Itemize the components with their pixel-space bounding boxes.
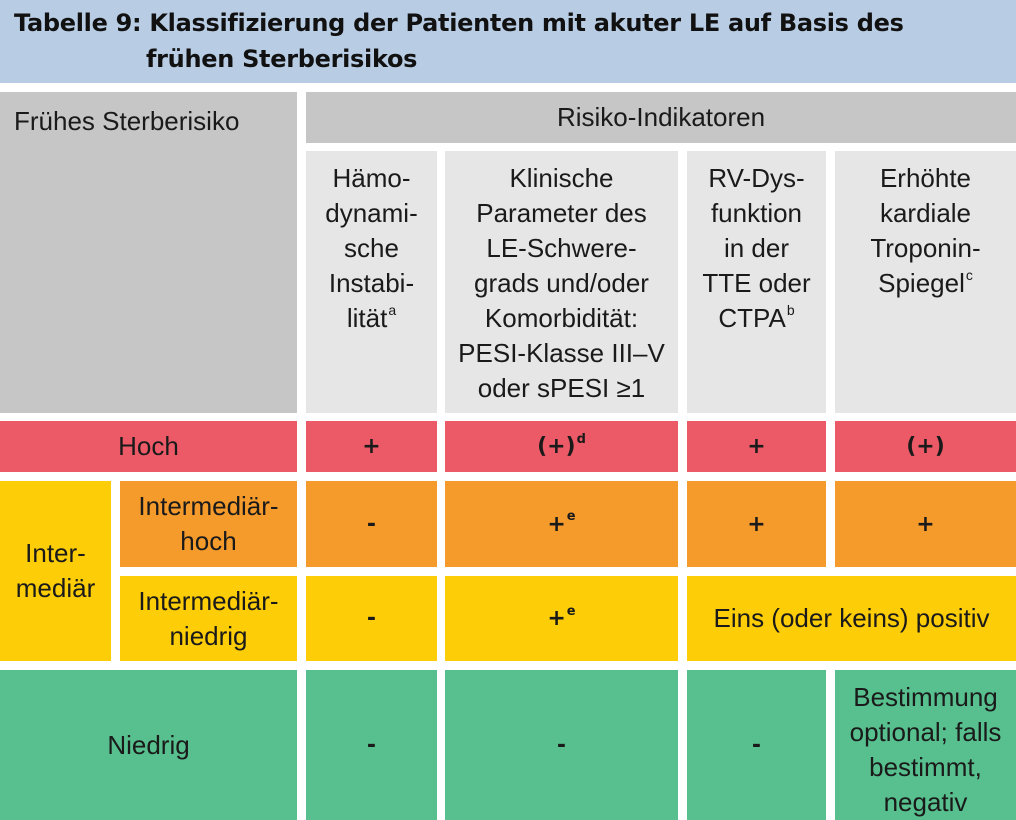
row-low-label-text: Niedrig	[107, 729, 190, 760]
row-intermediate-high-col4	[835, 481, 1016, 567]
cell-value: (+)	[906, 434, 945, 459]
row-intermediate-high-col2	[445, 481, 678, 567]
header-col2-line: Komorbidität:	[484, 303, 639, 333]
row-high-label	[0, 421, 297, 472]
cell-value: -	[366, 511, 377, 537]
table-title-bar	[0, 0, 1016, 83]
header-col3-line: in der	[723, 233, 790, 263]
header-troponin	[835, 151, 1016, 413]
header-col4-line: Erhöhte	[879, 163, 972, 193]
header-col3-line: RV-Dys-	[708, 163, 805, 193]
row-low-col2	[445, 670, 678, 820]
header-col4-line: Troponin-	[870, 233, 981, 263]
row-intermediate-high-col1	[306, 481, 437, 567]
row-label-line: Intermediär-	[138, 585, 279, 616]
cell-value: Eins (oder keins) positiv	[713, 603, 990, 633]
row-label-line: niedrig	[169, 620, 248, 651]
header-col2-line: Parameter des	[476, 198, 647, 228]
cell-value: -	[366, 732, 377, 758]
cell-value: +$^e$	[547, 603, 576, 631]
header-indicators-group	[306, 92, 1016, 143]
row-intermediate-low-label	[120, 576, 297, 661]
cell-value: $(+)^d$	[537, 431, 586, 459]
header-risk-column	[0, 92, 297, 413]
cell-value: +	[916, 511, 935, 537]
header-col2-line: Klinische	[509, 163, 614, 193]
header-col2-line: grads und/oder	[474, 268, 649, 298]
header-hemodynamic-instability	[306, 151, 437, 413]
cell-line: optional; falls	[849, 717, 1002, 747]
table-title-line-1: Tabelle 9: Klassifizierung der Patienten mit akuter LE auf Basis des	[14, 9, 904, 37]
header-col1-line: lität$^a$	[346, 302, 397, 333]
header-indicators-label: Risiko-Indikatoren	[556, 102, 766, 132]
header-col2-line: PESI-Klasse III–V	[458, 338, 665, 368]
cell-value: -	[556, 732, 567, 758]
row-label-line: hoch	[180, 526, 237, 556]
header-col3-line: TTE oder	[702, 268, 811, 298]
row-intermediate-low-col2	[445, 576, 678, 661]
row-intermediate-label-line: mediär	[15, 573, 96, 603]
header-col4-line: Spiegel$^c$	[878, 267, 973, 298]
header-col2-line: LE-Schwere-	[486, 233, 637, 263]
row-label-line: Intermediär-	[138, 491, 279, 521]
cell-line: negativ	[883, 787, 968, 817]
row-low-col1	[306, 670, 437, 820]
row-intermediate-label-line: Inter-	[25, 538, 86, 568]
row-intermediate-label	[0, 481, 111, 661]
row-low-label	[0, 670, 297, 820]
row-intermediate-high-col3	[687, 481, 826, 567]
header-col1-line: Hämo-	[332, 163, 411, 193]
footnote-marker: a	[388, 302, 397, 319]
row-high-col1	[306, 421, 437, 472]
row-intermediate-high-label	[120, 481, 297, 567]
row-intermediate-low-col34	[687, 576, 1016, 661]
header-clinical-parameters	[445, 151, 678, 413]
row-low-col4	[835, 670, 1016, 820]
cell-value: -	[751, 732, 762, 758]
cell-line: Bestimmung	[853, 682, 998, 712]
row-high-col4	[835, 421, 1016, 472]
row-high-col3	[687, 421, 826, 472]
header-col3-line: funktion	[710, 198, 803, 228]
header-col1-line: Instabi-	[328, 268, 415, 298]
cell-value: +	[747, 434, 766, 459]
row-high-label-text: Hoch	[118, 431, 179, 461]
row-low-col3	[687, 670, 826, 820]
header-col3-line: CTPA$^b$	[718, 302, 795, 333]
header-rv-dysfunction	[687, 151, 826, 413]
header-risk-label: Frühes Sterberisiko	[14, 106, 240, 136]
footnote-marker: e	[566, 603, 576, 619]
footnote-marker: c	[965, 267, 973, 284]
header-col1-line: dynami-	[325, 198, 418, 228]
cell-line: bestimmt,	[869, 752, 982, 782]
cell-value: +	[747, 511, 766, 537]
row-intermediate-low-col1	[306, 576, 437, 661]
table-title-line-2: frühen Sterberisikos	[146, 45, 418, 73]
footnote-marker: e	[566, 509, 576, 525]
footnote-marker: d	[576, 431, 586, 447]
header-col2-line: oder sPESI ≥1	[477, 373, 646, 403]
header-col1-line: sche	[344, 233, 399, 263]
cell-value: +$^e$	[547, 509, 576, 537]
footnote-marker: b	[786, 302, 795, 319]
row-high-col2	[445, 421, 678, 472]
header-col4-line: kardiale	[879, 198, 972, 228]
cell-value: -	[366, 606, 377, 631]
cell-value: +	[362, 434, 381, 459]
